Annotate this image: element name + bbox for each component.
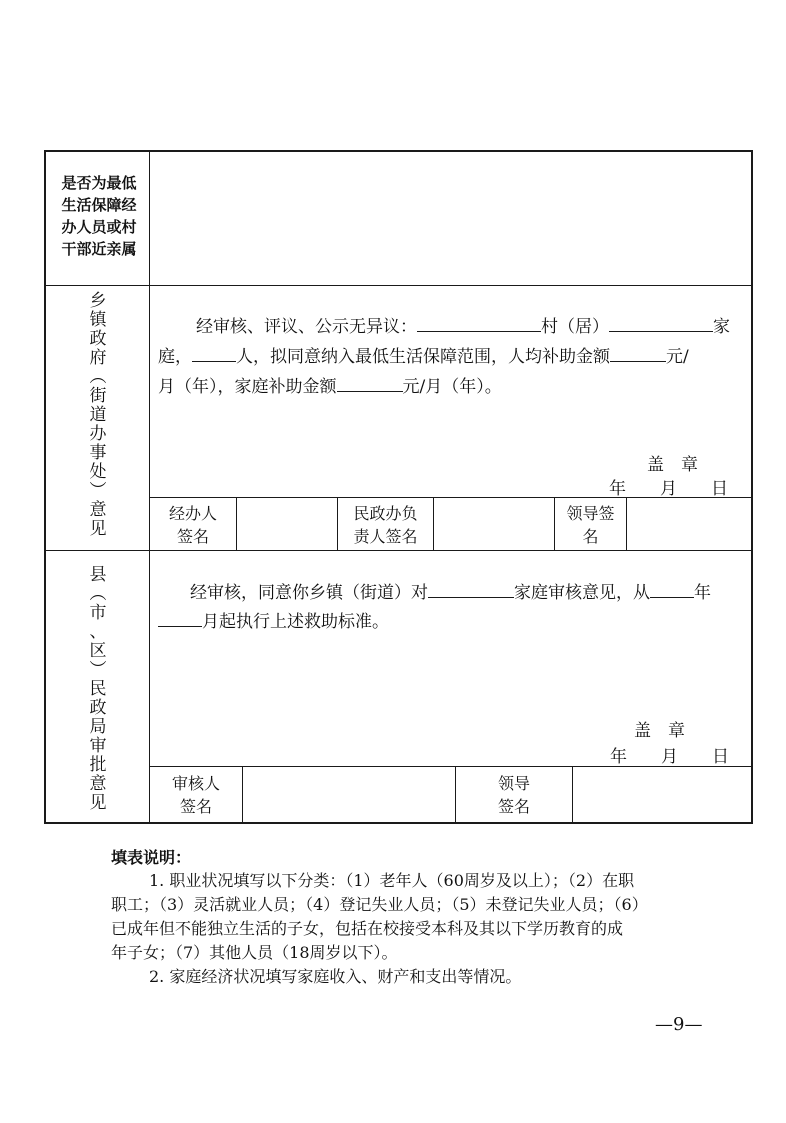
label-char: 县 — [89, 565, 107, 585]
row1-value-field[interactable] — [152, 154, 749, 283]
leader-label-line: 签名 — [497, 797, 530, 816]
label-char: 府 — [89, 348, 107, 368]
label-char: 政 — [89, 329, 107, 349]
label-char: 事 — [89, 443, 107, 463]
label-char: 、 — [89, 622, 107, 642]
label-char: 区 — [89, 641, 107, 661]
start-year-blank[interactable] — [650, 579, 694, 598]
row3-leader-label — [456, 772, 572, 818]
row2-sign-div-1 — [236, 497, 237, 551]
label-char: 街 — [89, 386, 107, 406]
label-char: 镇 — [89, 310, 107, 330]
handler-label-line: 经办人 — [168, 504, 217, 523]
label-char: 道 — [89, 405, 107, 425]
label-char: 见 — [89, 793, 107, 813]
row2-text: 村（居） — [541, 317, 609, 337]
row-divider-1 — [44, 285, 753, 286]
civil-label-line: 民政办负 — [353, 504, 418, 523]
table-border-top — [44, 150, 753, 152]
row3-sign-div-1 — [242, 766, 243, 823]
row2-sign-div-5 — [626, 497, 627, 551]
reviewer-signature-field[interactable] — [244, 768, 454, 821]
civil-signature-field[interactable] — [435, 499, 553, 549]
civil-label-line: 责人签名 — [353, 527, 418, 546]
label-char: 处 — [89, 462, 107, 482]
leader-label-line: 名 — [582, 527, 599, 546]
per-capita-amount-blank[interactable] — [610, 343, 666, 362]
notes-line: 2. 家庭经济状况填写家庭收入、财产和支出等情况。 — [149, 967, 522, 986]
row1-label-line: 生活保障经 — [61, 196, 137, 214]
notes-line: 职工；（3）灵活就业人员；（4）登记失业人员；（5）未登记失业人员；（6） — [111, 895, 648, 914]
row2-text: 经审核、评议、公示无异议： — [196, 317, 417, 337]
row2-handler-label — [150, 502, 236, 548]
handler-label-line: 签名 — [176, 527, 209, 546]
row2-leader-signature-field[interactable] — [628, 499, 749, 549]
row2-civil-label — [338, 502, 433, 548]
row3-text: 家庭审核意见，从 — [514, 583, 650, 603]
row2-leader-label — [555, 502, 626, 548]
notes-line: 1. 职业状况填写以下分类：（1）老年人（60周岁及以上）；（2）在职 — [149, 871, 635, 890]
reviewer-label-line: 审核人 — [171, 774, 220, 793]
label-char: 民 — [89, 679, 107, 699]
leader-label-line: 领导签 — [566, 504, 615, 523]
family-name-blank[interactable] — [428, 579, 514, 598]
row2-text: 元/ — [666, 347, 689, 367]
row1-label-line: 干部近亲属 — [61, 240, 137, 258]
village-blank[interactable] — [417, 313, 541, 332]
label-char: 局 — [89, 717, 107, 737]
row2-line-3 — [158, 372, 502, 403]
row2-text: 月（年），家庭补助金额 — [158, 377, 337, 397]
table-border-bottom — [44, 822, 753, 824]
row3-text: 年 — [694, 583, 711, 603]
person-count-blank[interactable] — [192, 343, 236, 362]
row2-text: 元/月（年）。 — [402, 377, 502, 397]
row1-label — [50, 172, 148, 260]
row2-text: 人，拟同意纳入最低生活保障范围，人均补助金额 — [236, 347, 610, 367]
label-char: 见 — [89, 519, 107, 539]
row3-leader-signature-field[interactable] — [574, 768, 749, 821]
row2-text: 庭， — [158, 347, 192, 367]
page-number: —9— — [655, 1014, 703, 1035]
row3-reviewer-label — [150, 772, 242, 818]
row2-vertical-label — [86, 292, 110, 539]
reviewer-label-line: 签名 — [179, 797, 212, 816]
label-char: ︵ — [89, 367, 107, 387]
row3-line-1 — [190, 578, 711, 609]
row1-label-line: 是否为最低 — [61, 174, 137, 192]
household-count-blank[interactable] — [609, 313, 713, 332]
notes-body — [111, 869, 711, 989]
label-char: 政 — [89, 698, 107, 718]
label-char: 批 — [89, 755, 107, 775]
label-char: ︶ — [89, 660, 107, 680]
row2-line-2 — [158, 342, 689, 373]
label-char: 市 — [89, 603, 107, 623]
row3-sign-div-3 — [572, 766, 573, 823]
row3-vertical-label — [86, 566, 110, 813]
label-char: 乡 — [89, 291, 107, 311]
label-char: 意 — [89, 774, 107, 794]
row2-line-1 — [196, 312, 730, 343]
leader-label-line: 领导 — [497, 774, 530, 793]
row3-seal: 盖 章 — [634, 721, 685, 741]
row3-date: 年 月 日 — [610, 747, 729, 767]
row3-text: 经审核，同意你乡镇（街道）对 — [190, 583, 428, 603]
row-divider-2 — [44, 550, 753, 551]
row1-label-line: 办人员或村 — [61, 218, 137, 236]
label-char: ︵ — [89, 584, 107, 604]
household-amount-blank[interactable] — [337, 373, 403, 392]
row2-text: 家 — [713, 317, 730, 337]
handler-signature-field[interactable] — [238, 499, 336, 549]
row2-date: 年 月 日 — [609, 479, 728, 499]
row3-line-2 — [158, 607, 389, 638]
label-char: 审 — [89, 736, 107, 756]
label-char: ︶ — [89, 481, 107, 501]
row3-text: 月起执行上述救助标准。 — [202, 612, 389, 632]
table-border-right — [751, 150, 753, 824]
label-char: 办 — [89, 424, 107, 444]
notes-line: 已成年但不能独立生活的子女，包括在校接受本科及其以下学历教育的成 — [111, 919, 624, 938]
label-column-divider — [149, 150, 150, 824]
start-month-blank[interactable] — [158, 608, 202, 627]
table-border-left — [44, 150, 46, 824]
notes-title: 填表说明： — [111, 848, 192, 867]
row2-sign-div-3 — [433, 497, 434, 551]
label-char: 意 — [89, 500, 107, 520]
row2-seal: 盖 章 — [647, 455, 698, 475]
notes-line: 年子女；（7）其他人员（18周岁以下）。 — [111, 943, 398, 962]
